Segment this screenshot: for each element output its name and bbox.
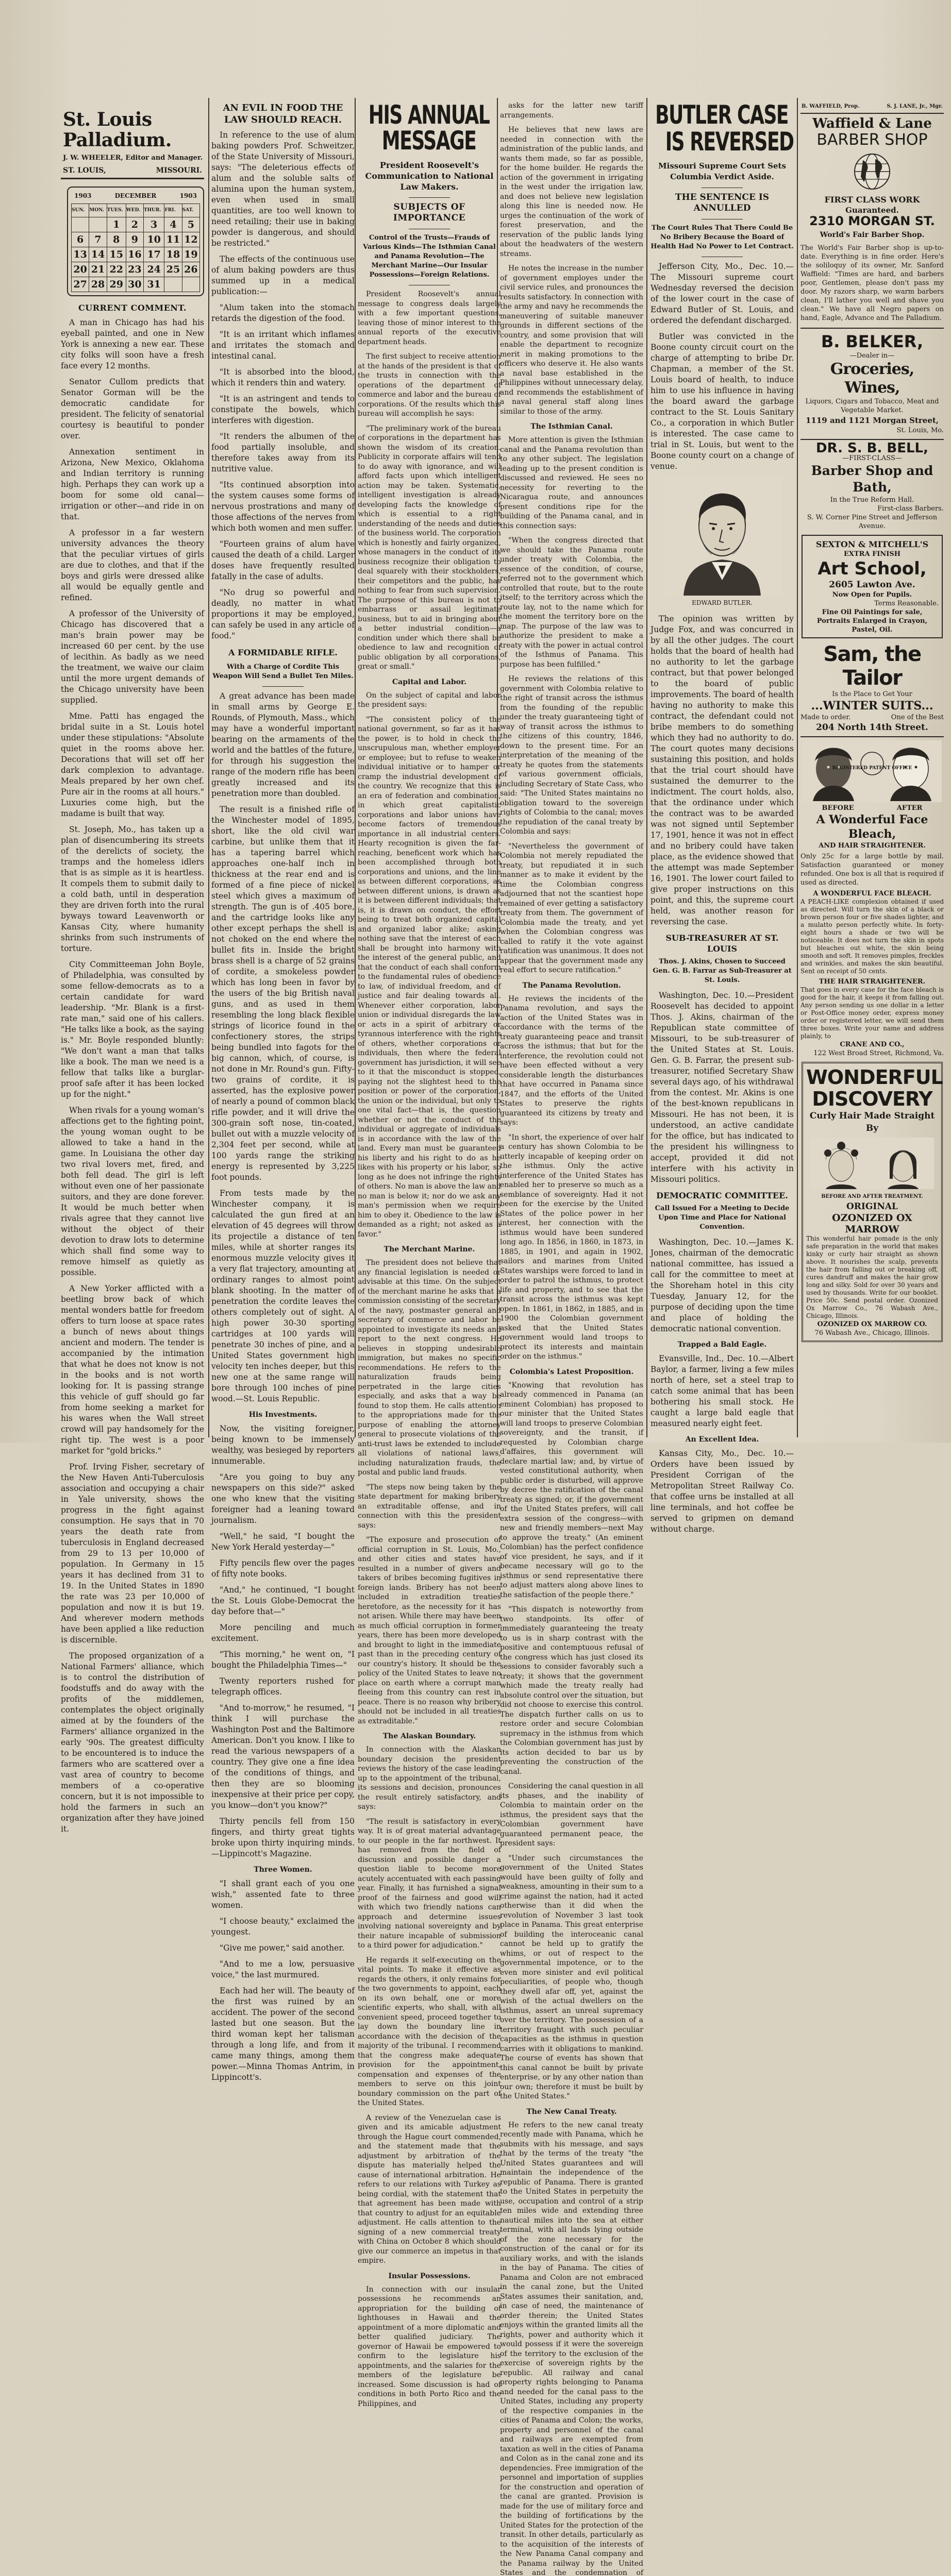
paragraph: Jefferson City, Mo., Dec. 10.—The Missouri supreme court Wednesday reversed the decision of the lower court in the case of Edward Butler of St. Louis, and ordered the defendant discharged.	[650, 261, 794, 326]
ad-manager: S. J. LANE, Jr., Mgr.	[887, 101, 943, 112]
ad-body: The World's Fair Barber shop is up-to-date. Everything is in fine order. Here's the soliloquy of its owner, Mr. Sanford Waffield: "Times are hard, and barbers poor, Gentlemen, please don't pass my door. My razors sharp, we warm barbers clean, I'll lather you well and shave you clean." We have all Negro papers on hand, Eagle, Advance and The Palladium.	[800, 244, 944, 323]
paragraph: Washington, Dec. 10.—James K. Jones, chairman of the democratic national committee, has issued a call for the committee to meet at the Shoreham hotel in this city Tuesday, January 12, for the purpose of deciding upon the time and place of holding the democratic national convention.	[650, 1237, 794, 1334]
ad-line: First-class Barbers.	[800, 504, 944, 513]
paragraph: A New Yorker afflicted with a beetling brow back of which mental wonders battle for freedom offers to turn loose at space rates a bunch of news about things ancient and modern. The tender is accompanied by the intimation that what he does not know is not in the books and is not worth looking for. It is passing strange this vehicle of guff should go far from home seeking a market for his wares when the Wall street crowd will pay handsomely for the right tip. The west is a poor market for "gold bricks."	[61, 1283, 204, 1456]
paragraph: "Knowing that revolution has already commenced in Panama (an eminent Colombian) has proposed to our minister that the United States will land troops to preserve Colombian sovereignty, and the transit, if requested by Colombian charge d'affaires, this government will declare martial law; and, by virtue of vested constitutional authority, when public order is disturbed, will approve by decree the ratification of the canal treaty as signed; or, if the government of the United States prefers, will call extra session of the congress—with new and friendly members—next May to approve the treaty." (An eminent Colombian) has the perfect confidence of vice president, he says, and if it became necessary will go to the isthmus or send representative there to adjust matters along above lines to the satisfaction of the people there."	[500, 1381, 643, 1600]
capital-labor-body	[358, 691, 501, 1240]
paragraph: "It is an irritant which inflames and irritates the stomach and intestinal canal.	[211, 329, 355, 362]
calendar-day: 2	[126, 217, 143, 232]
paragraph: "The preliminary work of the bureau of corporations in the department has shown the wisdom of its creation. Publicity in corporate affairs will tend to do away with ignorance, and will afford facts upon which intelligent action may be taken. Systematic, intelligent investigation is already developing facts the knowledge of which is essential to a right understanding of the needs and duties of the business world. The corporation which is honestly and fairly organized, whose managers in the conduct of its business recognize their obligation to deal squarely with their stockholders, their competitors and the public, has nothing to fear from such supervision. The purpose of this bureau is not to embarrass or assail legitimate business, but to aid in bringing about a better industrial condition—a condition under which there shall be obedience to law and recognition of public obligation by all corporations, great or small."	[358, 424, 501, 672]
before-after-hair-illustration	[810, 1138, 934, 1189]
ad-title: WONDERFUL	[806, 1066, 938, 1088]
butler-headline-line2: IS REVERSED	[652, 129, 794, 155]
calendar-week	[72, 232, 200, 247]
column-2	[211, 101, 355, 1435]
ad-body: That goes in every case for the face bleach is good for the hair, it keeps it from falling out. Any person sending us one dollar in a letter or Post-Office money order, express money order or registered letter, we will send them three boxes. Write your name and address plainly, to	[800, 986, 944, 1040]
paragraph: In connection with the Alaskan boundary decision the president reviews the history of the case leading up to the appointment of the tribunal, its sessions and decision, pronounces the result entirely satisfactory, and says:	[358, 1745, 501, 1812]
ad-face-bleach	[800, 740, 944, 1058]
paragraph: Mme. Patti has engaged the bridal suite in a St. Louis hotel under these stipulations: "Absolute quiet in the rooms above her. Decorations that will set off her dark complexion to advantage. Meals prepared by her own chef. Pure air in the rooms at all hours." Luxuries come high, but the madame is built that way.	[61, 711, 204, 819]
calendar-day: 23	[126, 262, 143, 277]
ad-title: DISCOVERY	[806, 1088, 938, 1110]
paragraph: From tests made by the Winchester company, it is calculated the gun fired at an elevation of 45 degrees will throw its projectile a distance of ten miles, while at shorter ranges its enormous muzzle velocity gives it a very flat trajectory, amounting at ordinary ranges to almost point blank shooting. In the matter of penetration the cordite leaves the others completely out of sight. A high power 30-30 sporting cartridges at 100 yards will penetrate 30 inches of pine, and a United States government high velocity ten inches deeper, but this new one at the same range will bore through 100 inches of pine wood.—St. Louis Republic.	[211, 1188, 355, 1404]
paragraph: "Alum taken into the stomach retards the digestion of the food.	[211, 302, 355, 324]
rifle-article-deck: With a Charge of Cordite This Weapon Will Send a Bullet Ten Miles.	[211, 663, 355, 681]
ad-best: One of the Best	[891, 713, 944, 722]
column-5	[650, 101, 794, 1435]
column-1	[61, 101, 204, 1435]
calendar-day: 20	[72, 262, 89, 277]
paragraph: "And to-morrow," he resumed, "I think I will purchase the Washington Post and the Baltimore American. Don't you know. I like to read the various newspapers of a country. They give one a fine idea of the conditions of things, and then they are so blooming inexpensive at their price per copy, you know—don't you know?"	[211, 1703, 355, 1811]
paragraph: "The result is satisfactory in every way. It is of great material advantage to our people in the far northwest. It has removed from the field of discussion and possible danger a question liable to become more acutely accentuated with each passing year. Finally, it has furnished a signal proof of the fairness and good will with which two friendly nations can approach and determine issues involving national sovereignty and by their nature incapable of submission to a third power for adjudication."	[358, 1817, 501, 1951]
ad-line: ORIGINAL	[806, 1201, 938, 1212]
ad-heading: THE HAIR STRAIGHTENER.	[800, 977, 944, 986]
annual-message-body	[358, 290, 501, 672]
ad-subtitle: AND HAIR STRAIGHTENER.	[800, 841, 944, 850]
insular-possessions-heading: Insular Possessions.	[358, 2271, 501, 2282]
ad-company: OZONIZED OX MARROW CO.	[806, 1320, 938, 1329]
ad-line: Fine Oil Paintings for sale, Portraits Enlarged in Crayon, Pastel, Oil.	[806, 608, 939, 634]
ad-product-name: OZONIZED OX MARROW	[806, 1212, 938, 1235]
paragraph: The effects of the continuous use of alum baking powders are thus summed up in a medical publication:—	[211, 254, 355, 297]
butler-subhead: THE SENTENCE IS ANNULLED	[650, 192, 794, 214]
butler-headline-line1: BUTLER CASE	[650, 102, 793, 128]
merchant-marine-body	[358, 1258, 501, 1726]
bald-eagle-body	[650, 1353, 794, 1429]
ad-sam-tailor	[800, 642, 944, 733]
paragraph: Annexation sentiment in Arizona, New Mexico, Oklahoma and Indian territory is running high. Perhaps they can work up a boom for some old canal—irrigation or other—and ride in on that.	[61, 447, 204, 522]
calendar-day: 19	[182, 247, 199, 262]
message-continued-body	[500, 101, 643, 416]
current-comment-heading: CURRENT COMMENT.	[61, 302, 204, 313]
ad-before-after-labels	[800, 804, 944, 812]
calendar-day: 24	[143, 262, 164, 277]
masthead-title: St. Louis Palladium.	[63, 109, 204, 150]
paragraph: "It is absorbed into the blood, which it renders thin and watery.	[211, 367, 355, 388]
paragraph: Considering the canal question in all its phases, and the inability of Colombia to maintain order on the isthmus, the president says that the Colombian government have guaranteed permanent peace, the president says:	[500, 1782, 643, 1849]
paragraph: He notes the increase in the number of government employes under the civil service rules, and pronounces the results satisfactory. In connection with the army and navy he recommends the maneuvering of suitable maneuver grounds in different sections of the country, and some provision that will enable the department to recognize merit in making promotions to the officers who deserve it. He also wants a naval base established in the Philippines without unnecessary delay, and recommends the establishment of a naval general staff along lines similar to those of the army.	[500, 264, 643, 416]
paragraph: "It renders the albumen of the food partially insoluble, and therefore takes away from its nutritive value.	[211, 431, 355, 474]
calendar-day: 26	[182, 262, 199, 277]
ad-line: Is the Place to Get Your	[800, 690, 944, 699]
calendar-day: 3	[143, 217, 164, 232]
paragraph: "Nevertheless the government of Colombia not merely repudiated the treaty, but repudiated it in such manner as to make it evident by the time the Colombian congress adjourned that not the scantiest hope remained of ever getting a satisfactory treaty from them. The government of Colombia made the treaty, and yet when the Colombian congress was called to ratify it the vote against ratification was unanimous. It does not appear that the government made any real effort to secure ratification."	[500, 842, 643, 975]
calendar-day	[89, 217, 107, 232]
colombia-proposition-body	[500, 1381, 643, 2102]
calendar-day: 6	[72, 232, 89, 247]
calendar-day: 12	[182, 232, 199, 247]
excellent-idea-heading: An Excellent Idea.	[650, 1434, 794, 1445]
paragraph: "The exposure and prosecution of official corruption in St. Louis, Mo., and other cities and states have resulted in a number of givers and takers of bribes becoming fugitives in foreign lands. Bribery has not been included in extradition treaties heretofore, as the necessity for it has not arisen. While there may have been as much official corruption in former years, there has been more developed and brought to light in the immediate past than in the preceding century of our country's history. It should be the policy of the United States to leave no place on earth where a corrupt man fleeing from this country can rest in peace. There is no reason why bribery should not be included in all treaties as extraditable."	[358, 1535, 501, 1726]
column-6-ads	[800, 101, 944, 1435]
paragraph: The opinion was written by Judge Fox, and was concurred in by all the other judges. The court holds that the board of health had no authority to let the garbage contract, but that power belonged to the board of public improvements. The board of health having no authority to make this contract, the defendant could not bribe members to do something which they had no authority to do. The court quotes many decisions sustaining this position, and holds that the trial court should have sustained the demurrer to the indictment. The court holds, also, that the ordinance under which the contract was to be awarded was not signed until September 17, 1901, hence it was not in effect and no bribery could have taken place, as the evidence showed that the attempt was made September 16, 1901. The lower court failed to give proper instructions on this point, and this, the supreme court held, was another reason for reversing the case.	[650, 614, 794, 927]
paragraph: Now, the visiting foreigner, being known to be immensely wealthy, was besieged by reporters innumerable.	[211, 1423, 355, 1467]
calendar-month: DECEMBER	[115, 191, 157, 201]
paragraph: Senator Cullom predicts that Senator Gorman will be the democratic candidate for president. The felicity of senatorial courtesy is beautiful to ponder over.	[61, 377, 204, 442]
alaskan-boundary-heading: The Alaskan Boundary.	[358, 1731, 501, 1742]
ad-line: Liquors, Cigars and Tobacco, Meat and Vegetable Market.	[800, 397, 944, 415]
ad-art-school	[802, 535, 943, 638]
paragraph: Washington, Dec. 10.—President Roosevelt has decided to appoint Thos. J. Akins, chairman of the Republican state committee of Missouri, to be sub-treasurer of the United States at St. Louis. Gen. G. B. Farrar, the present sub-treasurer, notified Secretary Shaw several days ago, of his withdrawal from the contest. Mr. Akins is one of the best-known republicans in Missouri. He has not been, it is understood, an active candidate for the office, but has indicated to the president his willingness to accept, provided it did not interfere with his activity in Missouri politics.	[650, 990, 794, 1185]
ad-dr-bell	[800, 443, 944, 531]
calendar-week	[72, 277, 200, 292]
calendar-day: 9	[126, 232, 143, 247]
paragraph: "This dispatch is noteworthy from two standpoints. Its offer of immediately guaranteeing the treaty to us is in sharp contrast with the positive and contemptuous refusal of the congress which has just closed its sessions to consider favorably such a treaty; it shows that the government which made the treaty really had absolute control over the situation, but did not choose to exercise this control. The dispatch further calls on us to restore order and secure Colombian supremacy in the isthmus from which the Colombian government has just by its action decided to bar us by preventing the construction of the canal.	[500, 1605, 643, 1776]
excellent-idea-body	[650, 1448, 794, 1535]
paragraph: "Under such circumstances the government of the United States would have been guilty of folly and weakness, amounting in their sum to a crime against the nation, had it acted otherwise than it did when the revolution of November 3 last took place in Panama. This great enterprise of building the interoceanic canal cannot be held up to gratify the whims, or out of respect to the governmental impotence, or to the even more sinister and evil political peculiarities, of people who, though they dwell afar off, yet, against the wish of the actual dwellers on the isthmus, assert an unreal supremacy over the territory. The possession of a territory fraught with such peculiar capacities as the isthmus in question carries with it obligations to mankind. The course of events has shown that this canal cannot be built by private enterprise, or by any other nation than our own; therefore it must be built by the United States."	[500, 1854, 643, 2102]
annual-message-summary: Control of the Trusts—Frauds of Various Kinds—The Isthmian Canal and Panama Revolution—The Merchant Marine—Our Insular Possessions—Foreign Relations.	[358, 233, 501, 280]
butler-body	[650, 261, 794, 472]
divider	[262, 686, 304, 687]
paragraph: "Its continued absorption into the system causes some forms of nervous prostrations and many of those affections of the nerves from which both women and men suffer.	[211, 480, 355, 534]
calendar-day: 8	[107, 232, 126, 247]
paragraph: "And," he continued, "I bought the St. Louis Globe-Democrat the day before that—"	[211, 1585, 355, 1617]
paragraph: In connection with our insular possessions he recommends an appropriation for the building of lighthouses in Hawaii and the appointment of a more diplomatic and better qualified judiciary. The governor of Hawaii be empowered to confirm to the legislature his appointments, and the salaries for the members of the legislature be increased. Some discussion is had of conditions in both Porto Rico and the Philippines, and	[358, 2285, 501, 2409]
paragraph: A man in Chicago has had his eyeball painted, and one in New York is annexing a new ear. These city folks will soon have a fresh face every 12 months.	[61, 317, 204, 371]
ad-registered: REGISTERED PATENT OFFICE	[800, 764, 944, 773]
rifle-article-heading: A FORMIDABLE RIFLE.	[211, 647, 355, 658]
calendar	[67, 187, 204, 296]
column-rule	[797, 98, 798, 1437]
calendar-header	[71, 191, 200, 204]
ad-subtitle: Curly Hair Made Straight By	[806, 1110, 938, 1134]
calendar-year: 1903	[74, 191, 91, 201]
panama-revolution-heading: The Panama Revolution.	[500, 980, 643, 991]
three-women-body	[211, 1878, 355, 2083]
ad-address: 2605 Lawton Ave.	[806, 579, 939, 590]
paragraph: On the subject of capital and labor the president says:	[358, 691, 501, 710]
calendar-day-name: TUES.	[107, 204, 126, 217]
paragraph: "No drug so powerful and deadly, no matter in what proportions it may be employed, can safely be used in any article of food."	[211, 587, 355, 641]
masthead-place	[61, 165, 204, 179]
paragraph: He regards it self-executing on the vital points. To make it effective as regards the others, it only remains for the two governments to appoint, each on its own behalf, one or more scientific experts, who shall, with all convenient speed, proceed together to lay down the boundary line in accordance with the decision of the majority of the tribunal. I recommend that the congress make adequate provision for the appointment, compensation and expenses of the members to serve on this joint boundary commission on the part of the United States.	[358, 1956, 501, 2108]
alum-article-heading: AN EVIL IN FOOD THE LAW SHOULD REACH.	[211, 102, 355, 126]
ad-line: In the True Reform Hall.	[800, 496, 944, 504]
ad-company: CRANE AND CO.,	[800, 1040, 944, 1049]
paragraph: When rivals for a young woman's affections get to the fighting point, the young woman ought to be allowed to take a hand in the game. In Louisiana the other day two rival lovers met, fired, and both fell dead. The girl is left without even one of her passionate suitors, and they are done forever. It would be much better when rivals agree that they cannot live without the object of their devotion to draw lots to determine which shall find some way to remove himself as quietly as possible.	[61, 1105, 204, 1278]
calendar-day: 10	[143, 232, 164, 247]
paragraph: "This morning," he went on, "I bought the Philadelphia Times—"	[211, 1649, 355, 1671]
paragraph: Twenty reporters rushed for telegraph offices.	[211, 1676, 355, 1698]
calendar-day: 22	[107, 262, 126, 277]
ad-before-label: BEFORE	[822, 804, 854, 812]
calendar-day: 1	[107, 217, 126, 232]
ad-proprietor: B. WAFFIELD, Prop.	[802, 101, 860, 112]
ad-subtitle: BARBER SHOP	[800, 131, 944, 149]
panama-revolution-body	[500, 994, 643, 1362]
paragraph: "Fourteen grains of alum have caused the death of a child. Larger doses have frequently resulted fatally in the case of adults.	[211, 539, 355, 582]
insular-possessions-body	[358, 2285, 501, 2409]
merchant-marine-heading: The Merchant Marine.	[358, 1244, 501, 1255]
calendar-day: 30	[126, 277, 143, 292]
sub-treasurer-body	[650, 990, 794, 1185]
canal-treaty-body	[500, 2121, 643, 2576]
ad-heading: A WONDERFUL FACE BLEACH.	[800, 889, 944, 898]
democratic-committee-heading: DEMOCRATIC COMMITTEE.	[650, 1190, 794, 1201]
calendar-day: 21	[89, 262, 107, 277]
calendar-day: 18	[164, 247, 182, 262]
ad-title: DR. S. B. BELL,	[800, 443, 944, 454]
calendar-day-name: MON.	[89, 204, 107, 217]
paragraph: Evansville, Ind., Dec. 10.—Albert Baylor, a farmer, living a few miles north of here, set a steel trap to catch some animal that has been bothering his small stock. He caught a large bald eagle that measured nearly eight feet.	[650, 1353, 794, 1429]
calendar-day: 14	[89, 247, 107, 262]
butler-body-continued	[650, 614, 794, 927]
paragraph: Fifty pencils flew over the pages of fifty note books.	[211, 1558, 355, 1580]
ad-body: This wonderful hair pomade is the only safe preparation in the world that makes kinky or curly hair straight as shown above. It nourishes the scalp, prevents the hair from falling out or breaking off, cures dandruff and makes the hair grow long and silky. Sold for over 30 years and used by thousands. Write for our booklet. Price 50c. Send postal order. Ozonized Ox Marrow Co., 76 Wabash Ave., Chicago, Illinois.	[806, 1235, 938, 1320]
butler-deck: Missouri Supreme Court Sets Columbia Verdict Aside.	[650, 161, 794, 182]
ad-belker	[800, 332, 944, 435]
edward-butler-portrait	[663, 477, 781, 596]
column-3	[358, 101, 501, 1435]
ad-line	[800, 713, 944, 722]
isthmian-canal-body	[500, 435, 643, 975]
paragraph: In reference to the use of alum baking powders Prof. Schweitzer, of the State University of Missouri, says: "The deleterious effects of alum and the soluble salts of alumina upon the human system, even when used in small quantities, are too well known to need retailing; their use in baking powder is dangerous, and should be restricted."	[211, 130, 355, 249]
column-rule	[646, 98, 647, 1437]
calendar-day: 13	[72, 247, 89, 262]
calendar-week	[72, 262, 200, 277]
ad-caption: BEFORE AND AFTER TREATMENT.	[806, 1192, 938, 1201]
column-4	[500, 101, 643, 1435]
calendar-day: 7	[89, 232, 107, 247]
divider	[409, 197, 450, 198]
paragraph: Prof. Irving Fisher, secretary of the New Haven Anti-Tuberculosis association and occupying a chair in Yale university, shows the progress in the fight against consumption. He says that in 70 years the death rate from tuberculosis in England decreased from 29 to 13 per 10,000 of population. In Germany in 15 years it has declined from 31 to 19. In the United States in 1890 the rate was 23 per 10,000 of population and now it is but 19. And wherever modern methods have been applied a like reduction is discernible.	[61, 1462, 204, 1646]
calendar-day-name: SUN.	[72, 204, 89, 217]
paragraph: More penciling and much excitement.	[211, 1622, 355, 1644]
ad-tagline: World's Fair Barber Shop.	[800, 230, 944, 241]
calendar-day-name: WED.	[126, 204, 143, 217]
calendar-day-name: THUR.	[143, 204, 164, 217]
ad-ox-marrow	[802, 1062, 943, 1342]
paragraph: The president does not believe that any financial legislation is needed or advisable at this time. On the subject of the merchant marine he asks that a commission consisting of the secretary of the navy, postmaster general and secretary of commerce and labor be appointed to investigate its needs and report to the next congress. He believes in stopping undesirable immigration, but makes no specific recommendations. He refers to the naturalization frauds being perpetrated in the large cities especially, and asks that a way be found to stop them. He calls attention to the appropriations made for the purpose of enabling the attorney general to prosecute violations of the anti-trust laws be extended to include all violations of national laws, including naturalization frauds, the postal and public land frauds.	[358, 1258, 501, 1478]
ad-address: 1119 and 1121 Morgan Street,	[800, 415, 944, 426]
portrait-caption: EDWARD BUTLER.	[650, 598, 794, 608]
ad-line: —Dealer in—	[800, 351, 944, 360]
canal-treaty-heading: The New Canal Treaty.	[500, 2107, 643, 2117]
ad-address: 122 West Broad Street, Richmond, Va.	[800, 1049, 944, 1058]
paragraph: More attention is given the Isthmian canal and the Panama revolution than to any other subject. The legislation leading up to the present condition is discussed and reviewed. He sees no necessity for reverting to the Nicaragua route, and announces present conditions ripe for the building of the Panama canal, and in this connection says:	[500, 435, 643, 531]
paragraph: A professor of the University of Chicago has discovered that a man's brain power may be increased 60 per cent. by the use of lecithin. As badly as we need the treatment, we waive our claim until the more urgent demands of the Chicago university have been supplied.	[61, 608, 204, 706]
ad-line: Now Open for Pupils.	[806, 590, 939, 599]
column-rule	[208, 98, 209, 1437]
calendar-week	[72, 217, 200, 232]
calendar-grid	[71, 204, 200, 292]
paragraph: The first subject to receive attention at the hands of the president is that of the trusts in connection with the operations of the department of commerce and labor and the bureau of corporations. Of the results which this bureau will accomplish he says:	[358, 352, 501, 419]
paragraph: A professor in a far western university advances the theory that the peculiar virtues of girls are due to clothes, and that if the boys and girls were dressed alike all would be equally gentle and refined.	[61, 528, 204, 603]
calendar-day: 29	[107, 277, 126, 292]
paragraph: "And to me a low, persuasive voice," the last murmured.	[211, 1959, 355, 1980]
calendar-day-name: FRI.	[164, 204, 182, 217]
paragraph: "It is an astringent and tends to constipate the bowels, which interferes with digestion.	[211, 394, 355, 426]
alum-article-body	[211, 130, 355, 641]
ad-line: FIRST CLASS WORK	[800, 194, 944, 205]
sub-treasurer-heading: SUB-TREASURER AT ST. LOUIS	[650, 933, 794, 954]
calendar-day: 16	[126, 247, 143, 262]
calendar-day: 27	[72, 277, 89, 292]
ad-waffield-lane	[800, 101, 944, 323]
paragraph: Butler was convicted in the Boone county circuit court on the charge of attempting to bribe Dr. Chapman, a member of the St. Louis board of health, to induce him to use his influence in having the board award the garbage contract to the St. Louis Sanitary Co., a corporation in which Butler is interested. The case came to trial in St. Louis, but went to the Boone county court on a change of venue.	[650, 331, 794, 472]
calendar-day: 5	[182, 217, 199, 232]
ad-subtitle: Barber Shop and Bath,	[800, 463, 944, 496]
investments-body	[211, 1423, 355, 1859]
ad-subtitle: Art School,	[806, 558, 939, 579]
calendar-day: 25	[164, 262, 182, 277]
paragraph: He reviews the relations of this government with Colombia relative to the right of transit across the isthmus from the founding of the republic under the treaty guaranteeing tight of way of transit across the isthmus to the citizens of this country, 1846, down to the present time. For an interpretation of the meaning of the treaty he quotes from the statements of various government officials, including Secretary of State Cass, who said: "The United States maintains no obligation toward to the sovereign rights of Colombia to the canal; moves the repudiation of the canal treaty by Colombia and says:	[500, 674, 643, 837]
paragraph: He believes that new laws are needed in connection with the administration of the public lands, and wants them made, so far as possible, for the home builder. He regards the action of the government in irrigating in the west under the irrigation law, and does not believe new legislation along this line is needed now. He urges the continuation of the work of forest preservation, and the reservation of the public lands lying about the headwaters of the western streams.	[500, 125, 643, 259]
paragraph: Kansas City, Mo., Dec. 10.—Orders have been issued by President Corrigan of the Metropolitan Street Railway Co. that coffee urns be installed at all line terminals, and hot coffee be served to gripmen on demand without charge.	[650, 1448, 794, 1535]
ad-subtitle: ...WINTER SUITS...	[800, 699, 944, 713]
paragraph: "I choose beauty," exclaimed the youngest.	[211, 1916, 355, 1938]
ad-proprietors	[800, 101, 944, 114]
masthead-city: ST. LOUIS,	[63, 165, 106, 176]
paragraph: "The consistent policy of the national government, so far as it has the power, is to hold in check the unscrupulous man, whether employer or employee; but to refuse to weaken individual initiative or to hamper or cramp the industrial development of the country. We recognize that this is an era of federation and combination, in which great capitalistic corporations and labor unions have become factors of tremendous importance in all industrial centers. Hearty recognition is given the far-reaching, beneficent work which has been accomplished through both corporations and unions, and the line as between different corporations, as between different unions, is drawn as it is between different individuals; that is, it is drawn on conduct, the effort being to treat both organized capital and organized labor alike; asking nothing save that the interest of each shall be brought into harmony with the interest of the general public, and that the conduct of each shall conform to the fundamental rules of obedience to law, of individual freedom, and of justice and fair dealing towards all. Whenever either corporation, labor union or individual disregards the law or acts in a spirit of arbitrary or tyrannous interference with the rights of others, whether corporations or individuals, then where the federal government has jurisdiction, it will see to it that the misconduct is stopped, paying not the slightest heed to the position or power of the corporation, the union or the individual, but only to one vital fact—that is, the question whether or not the conduct of the individual or aggregate of individuals is in accordance with the law of the land. Every man must be guaranteed his liberty and his right to do as he likes with his property or his labor, so long as he does not infringe the rights of others. No man is above the law and no man is below it; nor do we ask any man's permission when we require him to obey it. Obedience to the law is demanded as a right; not asked as a favor."	[358, 715, 501, 1240]
paragraph: The result is a finished rifle of the Winchester model of 1895, short, like the old civil war carbine, but unlike them that it has a tapering barrel which approaches one-half inch in thickness at the rear end and is formed of a fine piece of nickel steel which gives a maximum of strength. The gun is of .405 bore, and the cartridge looks like any other except perhaps the shell is not choked on the end where the bullet fits in. Inside the bright brass shell is a charge of 52 grains of cordite, a smokeless powder which has long been in favor by the users of the big British naval guns, and as used in them resembling the long black flexible strings of licorice found in the confectionery stores, the strips being bundled into fagots for the big cannon, which, of course, is not done in Mr. Round's gun. Fifty-two grains of cordite, it is asserted, has the explosive power of nearly a pound of common black rifle powder, and it will drive the 300-grain soft nose, tin-coated, bullet out with a muzzle velocity of 2,304 feet per second, while at 100 yards range the striking energy is represented by 3,225 foot pounds.	[211, 804, 355, 1183]
paragraph: President Roosevelt's annual message to congress deals largely with a few important questions, leaving those of minor interest to the annual reports of the executive department heads.	[358, 290, 501, 347]
ad-title: Sam, the Tailor	[800, 642, 944, 690]
calendar-day: 28	[89, 277, 107, 292]
ad-title: B. BELKER,	[800, 332, 944, 351]
ad-after-label: AFTER	[897, 804, 923, 812]
paragraph: He reviews the incidents of the Panama revolution, and says the action of the United States was in accordance with the terms of the treaty guaranteeing peace and transit across the isthmus; that but for the interference, the revolution could not have been effected without a very considerable length the disturbances that have occurred in Panama since 1847, and the efforts of the United States to preserve the rights guaranteed its citizens by treaty and says:	[500, 994, 643, 1128]
annual-message-subhead: SUBJECTS OF IMPORTANCE	[358, 202, 501, 224]
ad-line: EXTRA FINISH	[806, 550, 939, 558]
masthead-editor: J. W. WHEELER, Editor and Manager.	[63, 152, 204, 163]
bald-eagle-heading: Trapped a Bald Eagle.	[650, 1340, 794, 1350]
capital-labor-heading: Capital and Labor.	[358, 677, 501, 688]
calendar-day: 17	[143, 247, 164, 262]
three-women-heading: Three Women.	[211, 1865, 355, 1875]
sub-treasurer-deck: Thos. J. Akins, Chosen to Succeed Gen. G. B. Farrar as Sub-Treasurer at St. Louis.	[650, 957, 794, 985]
paragraph: The proposed organization of a National Farmers' alliance, which is to control the distribution of foodstuffs and do away with the profits of the middlemen, contemplates the object originally aimed at by the founders of the Farmers' alliance organized in the early '90s. The greatest difficulty to be encountered is to induce the farmers who are scattered over a vast area of country to become members of a co-operative concern, but it is not impossible to hold the farmers in such an organization after they have joined it.	[61, 1651, 204, 1835]
calendar-day: 31	[143, 277, 164, 292]
paragraph: A review of the Venezuelan case is given and its amicable adjustment through the Hague court commended, and the statement made that the adjustment by arbitration of the dispute has materially helped the cause of international arbitration. He refers to our relations with Turkey as being cordial, with the statement that that agreement has been made with that country to adjust for an equitable adjustment. He calls attention to the signing of a new commercial treaty with China on October 8 which should give our commerce an impetus in that empire.	[358, 2113, 501, 2266]
ad-line: Guaranteed.	[800, 205, 944, 216]
globe-icon	[852, 151, 893, 192]
calendar-day	[182, 277, 199, 292]
paragraph: City Committeeman John Boyle, of Philadelphia, was consulted by some fellow-democrats as to a certain candidate for ward leadership. "Mr. Blank is a first-rate man," said one of his callers. "He talks like a book, as the saying is." Mr. Boyle responded bluntly: "We don't want a man that talks like a book. The man we need is a fellow that talks like a burglar-proof safe after it has been locked up for the night."	[61, 959, 204, 1100]
ad-title: A Wonderful Face Bleach,	[800, 812, 944, 841]
ad-city: St. Louis, Mo.	[800, 426, 944, 435]
calendar-day	[72, 217, 89, 232]
calendar-year-right: 1903	[180, 191, 197, 201]
paragraph: "Give me power," said another.	[211, 1943, 355, 1954]
calendar-day-name: SAT.	[182, 204, 199, 217]
current-comment-body	[61, 317, 204, 1835]
paragraph: "In short, the experience of over half a century has shown Colombia to be utterly incapable of keeping order on the isthmus. Only the active interference of the United States has enabled her to preserve so much as a semblance of sovereignty. Had it not been for the exercise by the United States of the police power in her interest, her connection with the isthmus would have been sundered long ago. In 1856, in 1860, in 1873, in 1885, in 1901, and again in 1902, sailors and marines from United States warships were forced to land in order to patrol the isthmus, to protect life and property, and to see that the transit across the isthmus was kept open. In 1861, in 1862, in 1885, and in 1900 the Colombian government asked that the United States government would land troops to protect its interests and maintain order on the isthmus."	[500, 1133, 643, 1362]
ad-line: —FIRST-CLASS—	[800, 454, 944, 463]
butler-summary: The Court Rules That There Could Be No Bribery Because the Board of Health Had No Power to Let Contract.	[650, 224, 794, 251]
colombia-proposition-heading: Colombia's Latest Proposition.	[500, 1367, 643, 1378]
alaskan-boundary-body	[358, 1745, 501, 2266]
investments-heading: His Investments.	[211, 1410, 355, 1420]
annual-message-headline: HIS ANNUAL MESSAGE	[358, 102, 500, 154]
paragraph: He refers to the new canal treaty recently made with Panama, which he submits with his message, and says that by the terms of the treaty "the United States guarantees and will maintain the independence of the republic of Panama. There is granted to the United States in perpetuity the use, occupation and control of a strip ten miles wide and extending three nautical miles into the sea at either terminal, with all lands lying outside of the zone necessary for the construction of the canal or for its auxiliary works, and with the islands in the bay of Panama. The cities of Panama and Colon are not embraced in the canal zone, but the United States assumes their sanitation, and, in case of need, the maintenance of order therein; the United States enjoys within the granted limits all the rights, power and authority which it would possess if it were the sovereign of the territory to the exclusion of the exercise of sovereign rights by the republic. All railway and canal property rights belonging to Panama and needed for the canal pass to the United States, including any property of the respective companies in the cities of Panama and Colon; the works, property and personnel of the canal and railways are exempted from taxation as well in the cities of Panama and Colon as in the canal zone and its dependencies. Free immigration of the personnel and importation of supplies for the construction and operation of the canal are granted. Provision is made for the use of military force and the building of fortifications by the United States for the protection of the transit. In other details, particularly as to the acquisition of the interests of the New Panama Canal company and the Panama railway by the United States and the condemnation of	[500, 2121, 643, 2576]
calendar-week	[72, 247, 200, 262]
paragraph: asks for the latter new tariff arrangements.	[500, 101, 643, 120]
calendar-day: 4	[164, 217, 182, 232]
calendar-weeks	[72, 217, 200, 292]
paragraph: "Well," he said, "I bought the New York Herald yesterday—"	[211, 1531, 355, 1553]
ad-body: Only 25c for a large bottle by mail. Satisfaction guaranteed or money refunded. One box is all that is required if used as directed.	[800, 852, 944, 887]
ad-address: S. W. Corner Pine Street and Jefferson Avenue.	[800, 513, 944, 531]
paragraph: A great advance has been made in small arms by George E. Rounds, of Plymouth, Mass., which may have a wonderful important bearing on the armaments of the world and the battles of the future, for through his suggestion the range of the modern rifle has been greatly increased and its penetration more than doubled.	[211, 691, 355, 799]
ad-title: SEXTON & MITCHELL'S	[806, 539, 939, 550]
ad-line: Terms Reasonable.	[806, 599, 939, 608]
ad-address: 76 Wabash Ave., Chicago, Illinois.	[806, 1329, 938, 1337]
paragraph: Each had her will. The beauty of the first was ruined by an accident. The power of the second lasted but one season. But the third woman kept her talisman through a long life, and from it came many things, among them power.—Minna Thomas Antrim, in Lippincott's.	[211, 1986, 355, 2083]
democratic-committee-deck: Call Issued For a Meeting to Decide Upon Time and Place for National Convention.	[650, 1204, 794, 1232]
paragraph: "The steps now being taken by the state department for making bribery an extraditable offense, and in connection with this the president says:	[358, 1483, 501, 1531]
rifle-article-body	[211, 691, 355, 1404]
column-rule	[355, 98, 356, 1437]
paragraph: "When the congress directed that we should take the Panama route under treaty with Colombia, the essence of the condition, of course, referred not to the government which controlled that route, but to the route itself; to the territory across which the route lay, not to the name which for the moment the territory bore on the map. The purpose of the law was to authorize the president to make a treaty with the power in actual control of the Isthmus of Panama. This purpose has been fulfilled."	[500, 536, 643, 669]
annual-message-deck: President Roosevelt's Communication to National Law Makers.	[358, 160, 501, 192]
ad-body: A PEACH-LIKE complexion obtained if used as directed. Will turn the skin of a black or brown person four or five shades lighter, and a mulatto person perfectly white. In forty-eight hours a shade or two will be noticeable. It does not turn the skin in spots but bleaches out white, the skin being smooth and soft. It removes pimples, freckles and wrinkles, and makes the skin beautiful. Sent on receipt of 50 cents.	[800, 898, 944, 975]
ad-made-to-order: Made to order.	[800, 713, 850, 722]
masthead-state: MISSOURI.	[156, 165, 202, 176]
paragraph: Thirty pencils fell from 150 fingers, and thirty great tights broke upon thirty inquiring minds.—Lippincott's Magazine.	[211, 1816, 355, 1859]
ad-address: 204 North 14th Street.	[800, 722, 944, 733]
isthmian-canal-heading: The Isthmian Canal.	[500, 421, 643, 432]
calendar-day: 15	[107, 247, 126, 262]
ad-subtitle: Groceries, Wines,	[800, 360, 944, 397]
paragraph: St. Joseph, Mo., has taken up a plan of disencumbering its streets of the derelicts of society, the tramps and the homeless idlers that is as simple as it is heartless. It compels them to submit daily to a cold bath, until in desperation they are driven forth into the rural byways toward Leavenworth or Kansas City, where humanity shrinks from such instruments of torture.	[61, 824, 204, 954]
ad-address: 2310 MORGAN ST.	[800, 216, 944, 227]
paragraph: "Are you going to buy any newspapers on this side?" asked one who knew that the visiting foreigner had a leaning toward journalism.	[211, 1472, 355, 1526]
ad-title: Waffield & Lane	[800, 116, 944, 131]
calendar-day: 11	[164, 232, 182, 247]
paragraph: "I shall grant each of you one wish," assented fate to three women.	[211, 1878, 355, 1911]
democratic-committee-body	[650, 1237, 794, 1334]
calendar-day	[164, 277, 182, 292]
